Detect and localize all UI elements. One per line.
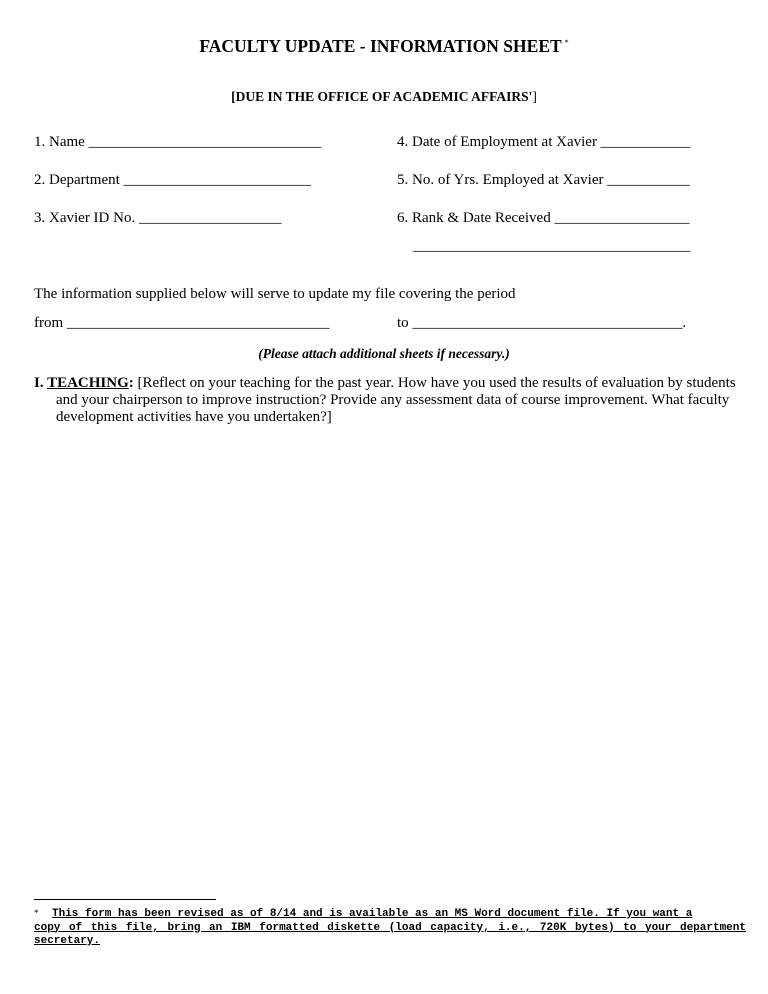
teaching-section: [34, 375, 744, 426]
teaching-heading: [34, 375, 134, 391]
period-intro-text: The information supplied below will serve to update my file covering the period: [34, 286, 516, 302]
period-from-field[interactable]: from ___________________________________: [34, 315, 330, 331]
due-notice-text: [DUE IN THE OFFICE OF ACADEMIC AFFAIRS': [231, 89, 533, 104]
rank-and-date-field[interactable]: 6. Rank & Date Received __________________: [397, 210, 690, 226]
form-title-text: FACULTY UPDATE - INFORMATION SHEET: [199, 36, 562, 56]
due-notice: [0, 89, 768, 105]
teaching-heading-text: TEACHING: [47, 375, 129, 391]
teaching-prompt-line1: [Reflect on your teaching for the past year. How have you used the results of evaluation by students: [133, 375, 736, 391]
footnote-reference-mark: *: [564, 38, 569, 48]
name-field[interactable]: 1. Name _______________________________: [34, 134, 322, 150]
due-notice-bracket: ]: [532, 89, 537, 104]
xavier-id-field[interactable]: 3. Xavier ID No. ___________________: [34, 210, 282, 226]
period-to-field[interactable]: to ____________________________________.: [397, 315, 687, 331]
footnote-text: [34, 908, 746, 949]
teaching-prompt-continued: and your chairperson to improve instruction? Provide any assessment data of course improvement. What faculty development activities have you undertaken?]: [56, 392, 730, 425]
footnote-mark: *: [34, 908, 39, 918]
date-of-employment-field[interactable]: 4. Date of Employment at Xavier ____________: [397, 134, 691, 150]
teaching-colon: :: [128, 375, 134, 391]
teaching-number: I.: [34, 375, 48, 391]
rank-and-date-continuation-line[interactable]: _____________________________________: [413, 238, 691, 254]
form-title: [0, 36, 768, 57]
footnote-line1: This form has been revised as of 8/14 and is available as an MS Word document file. If you want a: [52, 908, 693, 920]
footnote-divider: [34, 899, 216, 900]
footnote-continued: copy of this file, bring an IBM formatted diskette (load capacity, i.e., 720K bytes) to your department secretary.: [34, 921, 746, 947]
attach-sheets-note: (Please attach additional sheets if necessary.): [258, 346, 510, 361]
department-field[interactable]: 2. Department _________________________: [34, 172, 312, 188]
years-employed-field[interactable]: 5. No. of Yrs. Employed at Xavier ___________: [397, 172, 690, 188]
